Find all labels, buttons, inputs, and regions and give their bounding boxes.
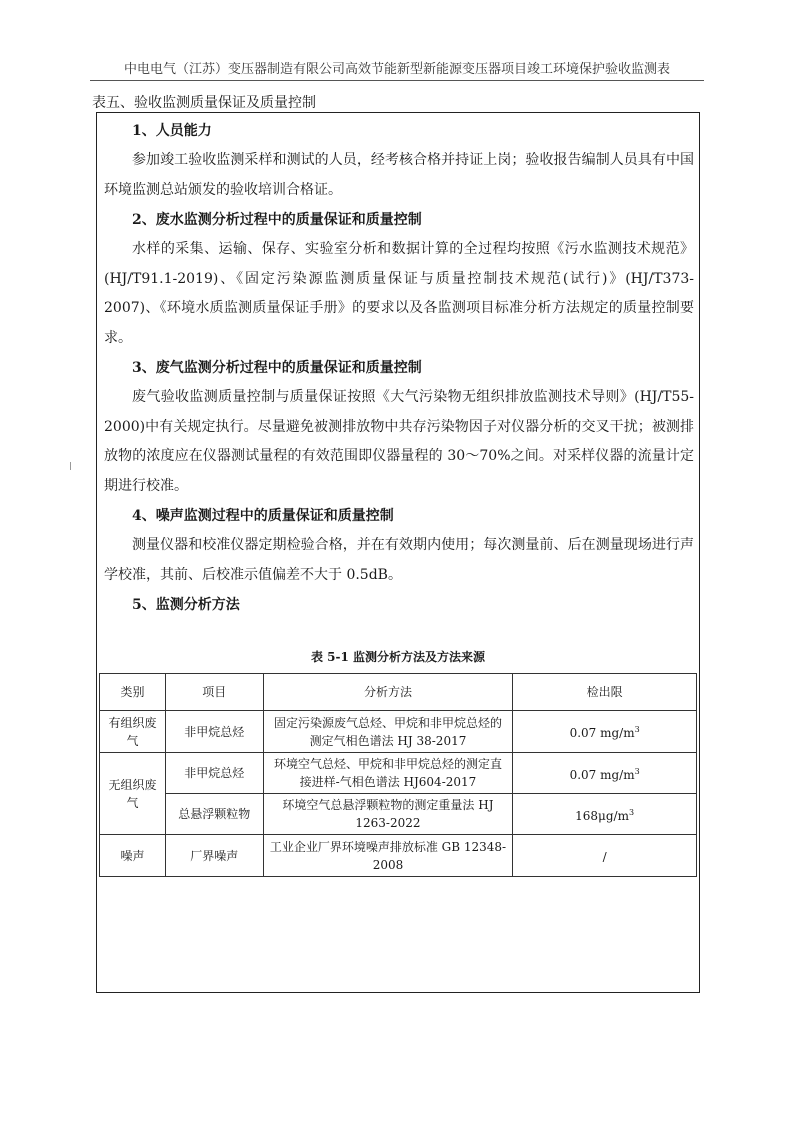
cell-item: 非甲烷总烃 (165, 753, 263, 794)
table-row (100, 711, 697, 753)
table-row (100, 794, 697, 835)
heading-personnel: 1、人员能力 (132, 123, 212, 139)
limit-exponent: 3 (634, 766, 640, 776)
margin-mark (70, 462, 71, 470)
paragraph-exhaust: 废气验收监测质量控制与质量保证按照《大气污染物无组织排放监测技术导则》(HJ/T55-2000)中有关规定执行。尽量避免被测排放物中共存污染物因子对仪器分析的交叉干扰；被测排放物的浓度应在仪器测试量程的有效范围即仪器量程的 30～70%之间。对采样仪器的流量计定期进行校准。 (104, 389, 694, 494)
cell-category: 无组织废气 (100, 753, 166, 835)
limit-value: 0.07 mg/m (569, 726, 635, 740)
cell-method: 环境空气总烃、甲烷和非甲烷总烃的测定直接进样-气相色谱法 HJ604-2017 (263, 753, 513, 794)
heading-methods: 5、监测分析方法 (132, 597, 240, 613)
cell-category: 噪声 (100, 835, 166, 877)
cell-item: 非甲烷总烃 (165, 711, 263, 753)
header-divider (90, 80, 704, 81)
page-header: 中电电气（江苏）变压器制造有限公司高效节能新型新能源变压器项目竣工环境保护验收监测表 (123, 62, 670, 77)
paragraph-noise: 测量仪器和校准仪器定期检验合格，并在有效期内使用；每次测量前、后在测量现场进行声学校准，其前、后校准示值偏差不大于 0.5dB。 (104, 537, 694, 583)
methods-table (99, 673, 697, 877)
header-limit: 检出限 (513, 674, 697, 711)
content-body (104, 116, 694, 620)
cell-item: 总悬浮颗粒物 (165, 794, 263, 835)
cell-limit (513, 753, 697, 794)
limit-value: 0.07 mg/m (569, 767, 635, 782)
table-caption: 表 5-1 监测分析方法及方法来源 (310, 650, 486, 664)
header-method: 分析方法 (263, 674, 513, 711)
limit-exponent: 3 (628, 807, 635, 817)
table-row (100, 753, 697, 794)
cell-limit (513, 711, 697, 753)
table-row (100, 835, 697, 877)
cell-limit (513, 794, 697, 835)
table-header-row (100, 674, 697, 711)
limit-value: 168μg/m (575, 808, 629, 823)
paragraph-wastewater: 水样的采集、运输、保存、实验室分析和数据计算的全过程均按照《污水监测技术规范》(HJ/T91.1-2019)、《固定污染源监测质量保证与质量控制技术规范(试行)》(HJ/T373-2007)、《环境水质监测质量保证手册》的要求以及各监测项目标准分析方法规定的质量控制要求。 (104, 241, 694, 346)
heading-exhaust: 3、废气监测分析过程中的质量保证和质量控制 (132, 360, 422, 376)
cell-method: 环境空气总悬浮颗粒物的测定重量法 HJ 1263-2022 (263, 794, 513, 835)
limit-exponent: 3 (634, 725, 640, 734)
limit-value: / (602, 850, 607, 864)
cell-limit (513, 835, 697, 877)
heading-wastewater: 2、废水监测分析过程中的质量保证和质量控制 (132, 212, 422, 228)
cell-item: 厂界噪声 (165, 835, 263, 877)
header-item: 项目 (165, 674, 263, 711)
header-category: 类别 (100, 674, 166, 711)
cell-method: 固定污染源废气总烃、甲烷和非甲烷总烃的测定气相色谱法 HJ 38-2017 (263, 711, 513, 753)
paragraph-personnel: 参加竣工验收监测采样和测试的人员，经考核合格并持证上岗；验收报告编制人员具有中国环境监测总站颁发的验收培训合格证。 (104, 152, 694, 198)
section-title: 表五、验收监测质量保证及质量控制 (92, 95, 316, 111)
cell-category: 有组织废气 (100, 711, 166, 753)
cell-method: 工业企业厂界环境噪声排放标准 GB 12348-2008 (263, 835, 513, 877)
heading-noise: 4、噪声监测过程中的质量保证和质量控制 (132, 508, 394, 524)
